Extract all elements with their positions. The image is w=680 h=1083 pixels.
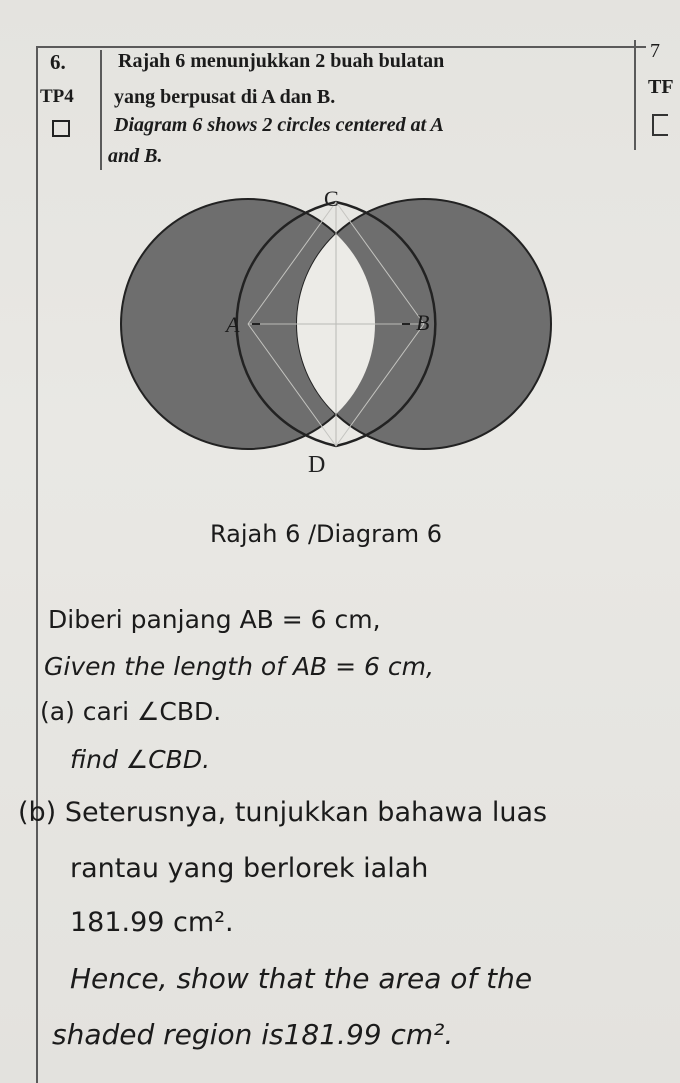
part-b-ms-1	[18, 797, 547, 828]
part-a-ms-text: cari ∠CBD.	[82, 697, 222, 726]
part-a-en: find ∠CBD.	[70, 745, 211, 774]
question-text-ms-2: yang berpusat di A dan B.	[114, 86, 336, 108]
given-ms: Diberi panjang AB = 6 cm,	[48, 605, 381, 634]
given-en: Given the length of AB = 6 cm,	[44, 652, 434, 681]
question-number: 6.	[50, 50, 66, 74]
part-b-label: (b)	[18, 797, 57, 828]
diagram-caption: Rajah 6 /Diagram 6	[210, 520, 442, 548]
right-column-border	[634, 40, 636, 150]
part-b-ms-text-1: Seterusnya, tunjukkan bahawa luas	[64, 797, 548, 828]
part-b-en-2: shaded region is181.99 cm².	[52, 1018, 454, 1051]
left-column-border	[100, 50, 102, 170]
part-b-ms-2: rantau yang berlorek ialah	[70, 853, 429, 884]
part-b-en-1: Hence, show that the area of the	[70, 962, 533, 995]
mark-box	[652, 114, 668, 136]
question-text-en-1: Diagram 6 shows 2 circles centered at A	[114, 114, 444, 136]
label-b: B	[416, 310, 430, 335]
mark-tag: TF	[648, 76, 674, 98]
mark-value: 7	[650, 40, 660, 62]
question-text-en-2: and B.	[108, 145, 163, 167]
header-top-border	[36, 46, 646, 48]
label-a: A	[226, 312, 240, 337]
part-a-ms	[40, 697, 221, 726]
label-c: C	[324, 186, 339, 211]
checkbox[interactable]	[52, 120, 70, 137]
question-text-ms-1: Rajah 6 menunjukkan 2 buah bulatan	[118, 50, 445, 72]
level-tag: TP4	[40, 86, 74, 107]
two-circles-diagram	[110, 180, 570, 480]
outer-left-border	[36, 48, 38, 1083]
label-d: D	[308, 452, 326, 478]
part-b-ms-3: 181.99 cm².	[70, 907, 234, 938]
part-a-label: (a)	[40, 697, 75, 726]
